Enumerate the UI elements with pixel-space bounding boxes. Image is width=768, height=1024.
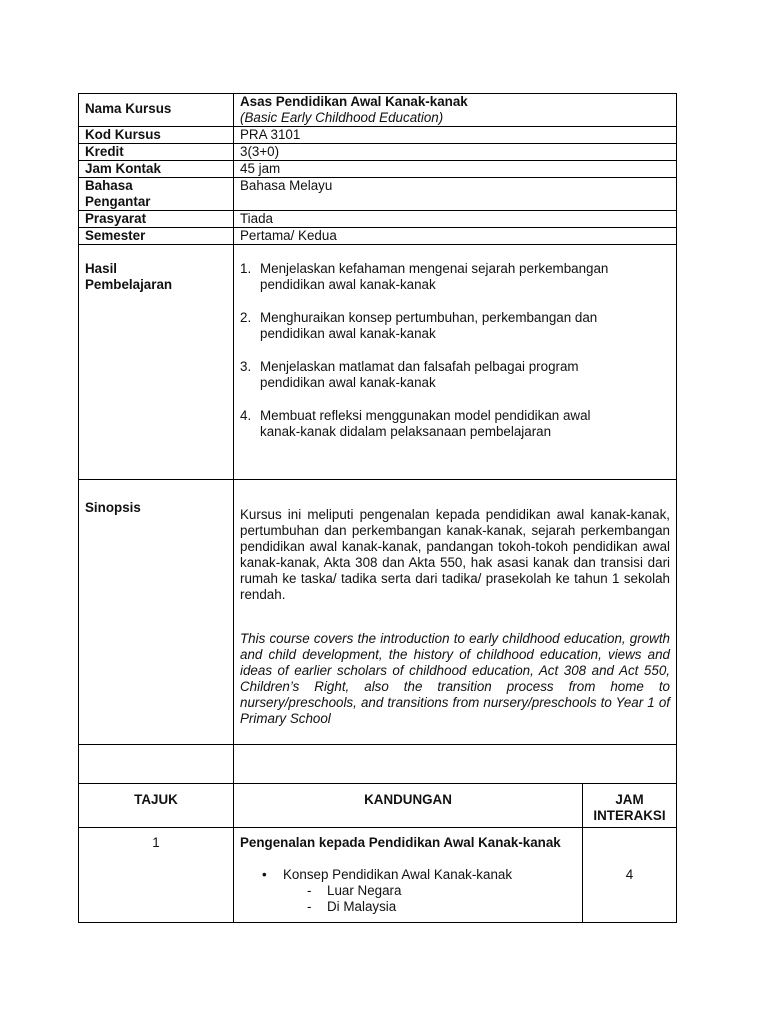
row-contact-hours: [79, 161, 677, 178]
synopsis-text-ms: Kursus ini meliputi pengenalan kepada pendidikan awal kanak-kanak, pertumbuhan dan perkembangan kanak-kanak, sejarah perkembangan pendidikan awal kanak-kanak, pandangan tokoh-tokoh pendidikan awal kanak-kanak, Akta 308 dan Akta 550, hak asasi kanak dan transisi dari rumah ke taska/ tadika serta dari tadika/ prasekolah ke tahun 1 sekolah rendah.: [240, 507, 670, 602]
outcome-item: [240, 408, 670, 440]
content-table-header: [79, 784, 677, 828]
dash-icon: -: [307, 883, 312, 898]
bullet-dot-icon: •: [262, 867, 267, 882]
learning-outcomes-value: [234, 245, 677, 480]
learning-outcomes-list: [240, 261, 670, 440]
synopsis-text-en: This course covers the introduction to early childhood education, growth and child development, the history of childhood education, views and ideas of earlier scholars of childhood education, Act 308 and Act 550, Children’s Right, also the transition process from home to nursery/preschools, and transitions from nursery/preschools to Year 1 of Primary School: [240, 631, 670, 726]
header-hours-line2: INTERAKSI: [593, 808, 666, 823]
topic-hours: 4: [583, 828, 677, 923]
course-code-label: Kod Kursus: [79, 127, 234, 144]
synopsis-value: [234, 480, 677, 745]
language-label-line1: Bahasa: [85, 178, 133, 193]
credit-value: 3(3+0): [234, 144, 677, 161]
course-code-value: PRA 3101: [234, 127, 677, 144]
topic-bullet: [240, 867, 576, 883]
row-language: [79, 178, 677, 211]
contact-hours-label: Jam Kontak: [79, 161, 234, 178]
learning-outcomes-label-line1: Hasil: [85, 261, 118, 276]
language-value: Bahasa Melayu: [234, 178, 677, 211]
topic-subitem-text: Luar Negara: [327, 883, 402, 898]
topic-number: 1: [79, 828, 234, 923]
outcome-text-line2: pendidikan awal kanak-kanak: [260, 277, 436, 292]
row-course-name: [79, 94, 677, 127]
outcome-text-line1: Membuat refleksi menggunakan model pendidikan awal: [260, 408, 591, 423]
outcome-item: [240, 261, 670, 293]
semester-label: Semester: [79, 228, 234, 245]
row-semester: [79, 228, 677, 245]
header-content: KANDUNGAN: [234, 784, 583, 828]
outcome-number: 2.: [240, 310, 252, 325]
outcome-text-line2: pendidikan awal kanak-kanak: [260, 375, 436, 390]
topic-subitem-text: Di Malaysia: [327, 899, 397, 914]
row-synopsis: [79, 480, 677, 745]
dash-icon: -: [307, 899, 312, 914]
outcome-item: [240, 310, 670, 342]
credit-label: Kredit: [79, 144, 234, 161]
course-name-ms: Asas Pendidikan Awal Kanak-kanak: [240, 94, 468, 109]
header-topic: TAJUK: [79, 784, 234, 828]
outcome-item: [240, 359, 670, 391]
learning-outcomes-label: [79, 245, 234, 480]
outcome-number: 1.: [240, 261, 252, 276]
prerequisite-label: Prasyarat: [79, 211, 234, 228]
course-name-label: Nama Kursus: [79, 94, 234, 127]
topic-heading: Pengenalan kepada Pendidikan Awal Kanak-kanak: [240, 835, 561, 850]
header-hours: [583, 784, 677, 828]
topic-subitem: [240, 899, 576, 915]
topic-content: [234, 828, 583, 923]
language-label: [79, 178, 234, 211]
table-row: [79, 828, 677, 923]
course-name-en: (Basic Early Childhood Education): [240, 110, 444, 125]
outcome-text-line1: Menjelaskan kefahaman mengenai sejarah perkembangan: [260, 261, 609, 276]
course-outline-table: [78, 93, 677, 923]
outcome-number: 3.: [240, 359, 252, 374]
row-prerequisite: [79, 211, 677, 228]
outcome-text-line2: kanak-kanak didalam pelaksanaan pembelajaran: [260, 424, 552, 439]
contact-hours-value: 45 jam: [234, 161, 677, 178]
learning-outcomes-label-line2: Pembelajaran: [85, 277, 173, 292]
header-hours-line1: JAM: [615, 792, 644, 807]
prerequisite-value: Tiada: [234, 211, 677, 228]
language-label-line2: Pengantar: [85, 194, 151, 209]
outcome-text-line1: Menghuraikan konsep pertumbuhan, perkembangan dan: [260, 310, 598, 325]
topic-subitem: [240, 883, 576, 899]
spacer-cell-left: [79, 745, 234, 784]
outcome-text-line2: pendidikan awal kanak-kanak: [260, 326, 436, 341]
row-credit: [79, 144, 677, 161]
outcome-text-line1: Menjelaskan matlamat dan falsafah pelbagai program: [260, 359, 579, 374]
semester-value: Pertama/ Kedua: [234, 228, 677, 245]
outcome-number: 4.: [240, 408, 252, 423]
spacer-cell-right: [234, 745, 677, 784]
row-learning-outcomes: [79, 245, 677, 480]
synopsis-label: Sinopsis: [79, 480, 234, 745]
course-name-value: [234, 94, 677, 127]
row-course-code: [79, 127, 677, 144]
topic-bullet-text: Konsep Pendidikan Awal Kanak-kanak: [283, 867, 513, 882]
row-spacer: [79, 745, 677, 784]
